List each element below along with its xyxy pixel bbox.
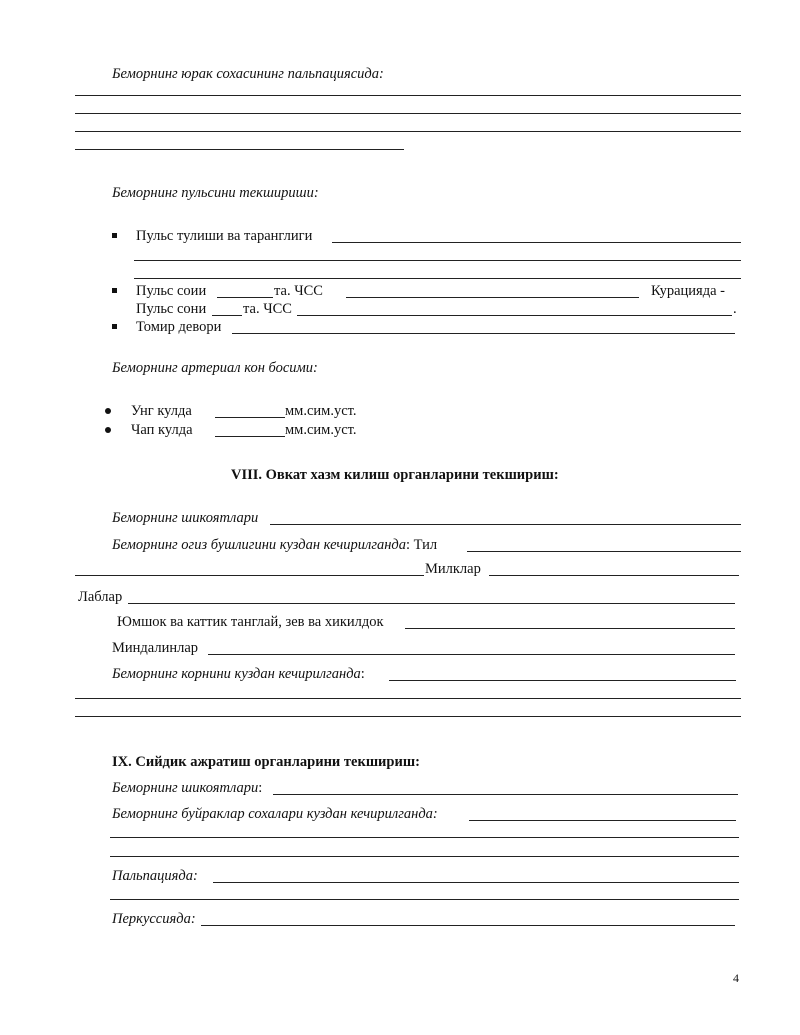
mouth-exam-field[interactable] <box>75 575 424 576</box>
heart-palpation-heading: Беморнинг юрак сохасининг пальпациясида: <box>112 66 384 82</box>
digestive-complaints-label: Беморнинг шикоятлари <box>112 510 259 526</box>
tonsils-field[interactable] <box>208 654 735 655</box>
gums-field[interactable] <box>489 575 739 576</box>
palate-field[interactable] <box>405 628 735 629</box>
heart-answer-line-1[interactable] <box>75 95 741 96</box>
pulse-count-label: Пульс соии <box>136 283 207 299</box>
pulse-fill-label: Пульс тулиши ва таранглиги <box>136 228 313 244</box>
bullet-dot-icon <box>105 408 111 414</box>
urinary-complaints-field[interactable] <box>273 794 738 795</box>
palpation-field[interactable] <box>213 882 739 883</box>
urinary-section-title: IX. Сийдик ажратиш органларини текшириш: <box>112 754 420 770</box>
abdomen-answer-line-1[interactable] <box>75 698 741 699</box>
heart-answer-line-4[interactable] <box>75 149 404 150</box>
percussion-field[interactable] <box>201 925 735 926</box>
right-arm-label: Унг кулда <box>131 403 192 419</box>
pulse-count-field-2[interactable] <box>212 315 242 316</box>
left-arm-label: Чап кулда <box>131 422 193 438</box>
left-arm-bp-field[interactable] <box>215 436 285 437</box>
vessel-wall-label: Томир девори <box>136 319 222 335</box>
bullet-square-icon <box>112 233 117 238</box>
pulse-fill-line-3[interactable] <box>134 278 741 279</box>
digestive-section-title: VIII. Овкат хазм килиш органларини текшириш: <box>231 467 559 483</box>
sentence-end: . <box>733 301 737 317</box>
right-arm-bp-field[interactable] <box>215 417 285 418</box>
heart-rate-field-2[interactable] <box>297 315 732 316</box>
pulse-fill-line-2[interactable] <box>134 260 741 261</box>
abdomen-exam-field[interactable] <box>389 680 736 681</box>
left-arm-unit: мм.сим.уст. <box>285 422 357 438</box>
kidney-answer-line-1[interactable] <box>110 837 739 838</box>
pulse-count-label-2: Пульс сони <box>136 301 207 317</box>
bullet-dot-icon <box>105 427 111 433</box>
pulse-fill-line[interactable] <box>332 242 741 243</box>
kidney-exam-label: Беморнинг буйраклар сохалари куздан кечирилганда: <box>112 806 438 822</box>
gums-label: Милклар <box>425 561 481 577</box>
vessel-wall-field[interactable] <box>232 333 735 334</box>
tongue-field[interactable] <box>467 551 741 552</box>
bullet-square-icon <box>112 324 117 329</box>
lips-field[interactable] <box>128 603 735 604</box>
palpation-answer-line[interactable] <box>110 899 739 900</box>
percussion-label: Перкуссияда: <box>112 911 196 927</box>
kidney-answer-line-2[interactable] <box>110 856 739 857</box>
urinary-complaints-label: Беморнинг шикоятлари: <box>112 780 263 796</box>
abdomen-answer-line-2[interactable] <box>75 716 741 717</box>
abdomen-exam-label: Беморнинг корнини куздан кечирилганда: <box>112 666 365 682</box>
heart-rate-field[interactable] <box>346 297 639 298</box>
page-number: 4 <box>733 971 739 985</box>
pulse-count-field[interactable] <box>217 297 273 298</box>
mouth-exam-label: Беморнинг огиз бушлигини куздан кечирилганда: Тил <box>112 537 438 553</box>
pulse-count-unit: та. ЧСС <box>274 283 323 299</box>
pulse-count-unit-2: та. ЧСС <box>243 301 292 317</box>
tonsils-label: Миндалинлар <box>112 640 199 656</box>
right-arm-unit: мм.сим.уст. <box>285 403 357 419</box>
palate-label: Юмшок ва каттик танглай, зев ва хикилдок <box>117 614 384 630</box>
bullet-square-icon <box>112 288 117 293</box>
bp-heading: Беморнинг артериал кон босими: <box>112 360 318 376</box>
lips-label: Лаблар <box>78 589 123 605</box>
curation-label: Курацияда - <box>651 283 725 299</box>
heart-answer-line-2[interactable] <box>75 113 741 114</box>
kidney-exam-field[interactable] <box>469 820 736 821</box>
palpation-label: Пальпацияда: <box>112 868 198 884</box>
digestive-complaints-field[interactable] <box>270 524 741 525</box>
pulse-heading: Беморнинг пульсини текшириши: <box>112 185 319 201</box>
heart-answer-line-3[interactable] <box>75 131 741 132</box>
